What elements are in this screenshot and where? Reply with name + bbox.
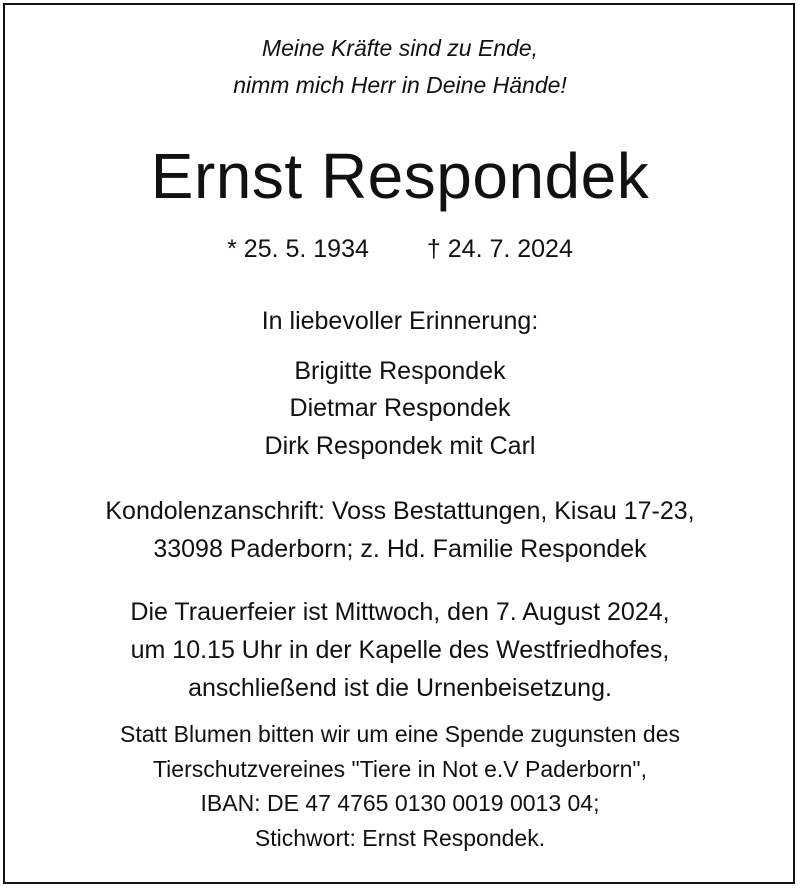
donation-keyword: Stichwort: Ernst Respondek. [254, 825, 546, 851]
funeral-info-line-3: anschließend ist die Urnenbeisetzung. [188, 674, 612, 702]
life-dates [0, 237, 800, 262]
donation-iban: IBAN: DE 47 4765 0130 0019 0013 04; [200, 790, 600, 816]
death-date: † 24. 7. 2024 [426, 235, 573, 263]
birth-date: * 25. 5. 1934 [227, 235, 369, 263]
donation-line-1: Statt Blumen bitten wir um eine Spende zugunsten des [119, 721, 680, 747]
motto-line-1: Meine Kräfte sind zu Ende, [261, 35, 539, 61]
donation-line-2: Tierschutzvereines "Tiere in Not e.V Paderborn", [152, 756, 647, 782]
mourner-name: Dirk Respondek mit Carl [264, 432, 536, 460]
mourner-name: Brigitte Respondek [294, 357, 506, 385]
motto-line-2: nimm mich Herr in Deine Hände! [233, 72, 567, 98]
condolence-address-line-1: Kondolenzanschrift: Voss Bestattungen, Kisau 17-23, [105, 497, 695, 525]
funeral-info-line-1: Die Trauerfeier ist Mittwoch, den 7. August 2024, [130, 598, 670, 626]
condolence-address-line-2: 33098 Paderborn; z. Hd. Familie Respondek [153, 535, 647, 563]
mourner-name: Dietmar Respondek [289, 394, 511, 422]
funeral-info-line-2: um 10.15 Uhr in der Kapelle des Westfriedhofes, [130, 636, 670, 664]
deceased-name: Ernst Respondek [150, 140, 650, 212]
memory-heading: In liebevoller Erinnerung: [261, 307, 539, 335]
